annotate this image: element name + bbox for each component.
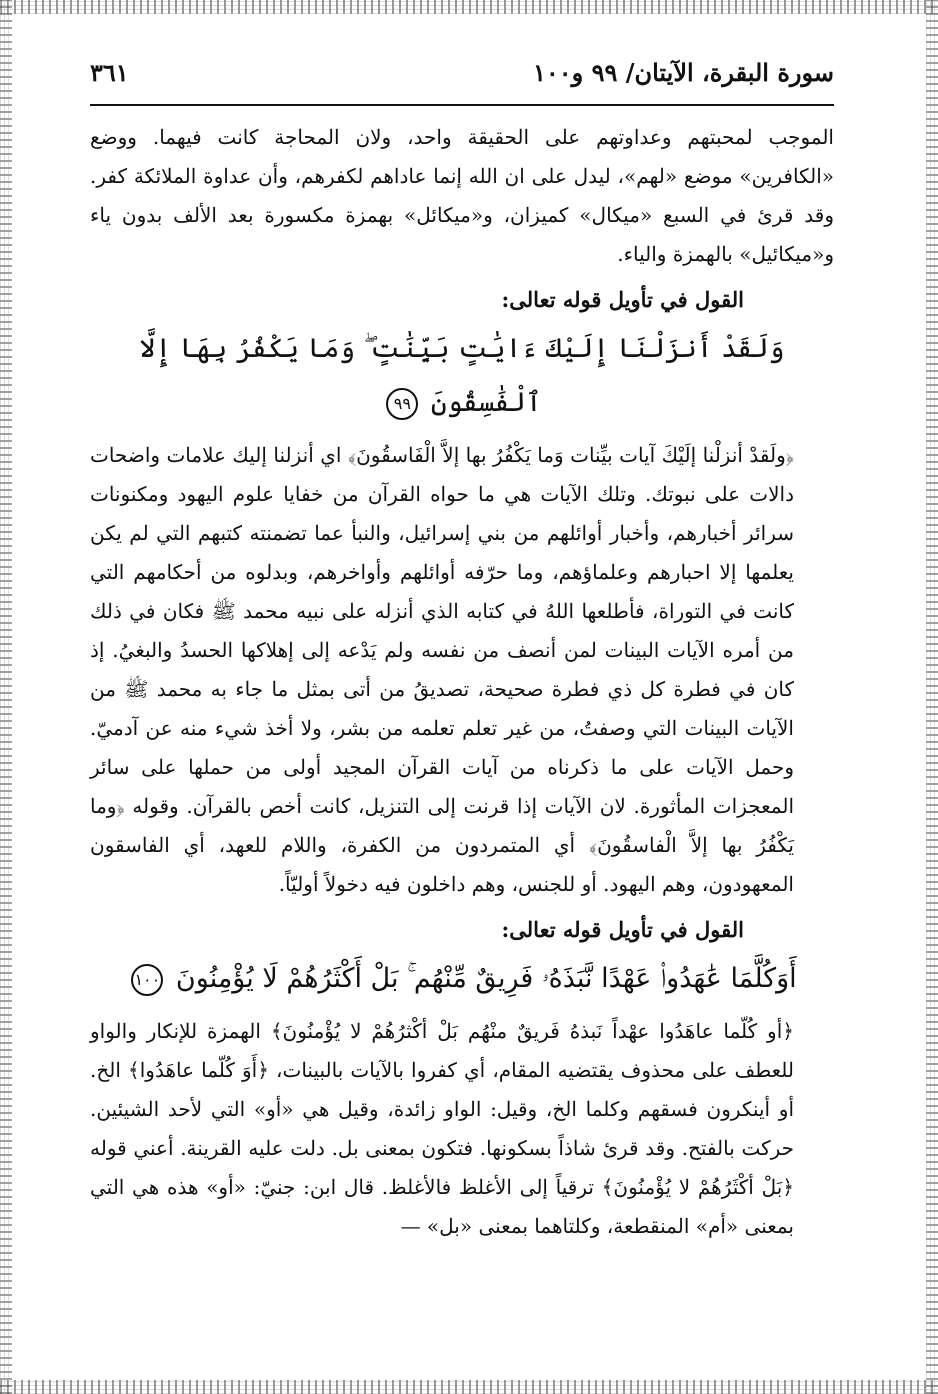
- quran-verse-100: [90, 952, 834, 1006]
- quran-verse-99: [90, 322, 834, 430]
- decorative-border-top: [0, 0, 938, 14]
- decorative-border-right: [926, 0, 938, 1394]
- verse-text: وَلَقَدْ أَنزَلْنَا إِلَيْكَ ءَايَٰتٍ بَيِّنَٰتٍ ۖ وَمَا يَكْفُرُ بِهَا إِلَّا ٱلْفَٰسِقُونَ: [139, 333, 785, 418]
- paragraph-3: ﴿أو كُلّما عاهَدُوا عهْداً نَبذهُ فَريقٌ منْهُم بَلْ أكْثرُهُمْ لا يُؤْمنُونَ﴾ الهمزة للإنكار والواو للعطف على محذوف يقتضيه المقام، أي كفروا بالآيات بالبينات، ﴿أَوَ كُلّما عاهَدُوا﴾ الخ. أو أينكرون فسقهم وكلما الخ، وقيل: الواو زائدة، وقيل هي «أو» التي لأحد الشيئين. حركت بالفتح. وقد قرئ شاذاً بسكونها. فتكون بمعنى بل. دلت عليه القرينة. أعني قوله ﴿بَلْ أكْثَرُهُمْ لا يُؤْمنُونَ﴾ ترقياً إلى الأغلظ فالأغلظ. قال ابن: جنيّ: «أو» هذه هي التي بمعنى «أم» المنقطعة، وكلتاهما بمعنى «بل» —: [90, 1019, 795, 1238]
- verse-text: أَوَكُلَّمَا عَٰهَدُوا۟ عَهْدًا نَّبَذَهُۥ فَرِيقٌ مِّنْهُم ۚ بَلْ أَكْثَرُهُمْ لَا يُؤْمِنُونَ: [175, 963, 797, 994]
- section-heading-2: القول في تأويل قوله تعالى:: [501, 917, 744, 942]
- section-heading-1: القول في تأويل قوله تعالى:: [501, 287, 744, 312]
- ayah-number-badge: ٩٩: [386, 388, 418, 420]
- book-page: [90, 58, 834, 1358]
- paragraph-2: ﴿ولَقدْ أنزلْنا إلَيْكَ آيات بيِّنات وَما يَكْفُرُ بها إلاَّ الْفَاسقُونَ﴾ اي أنزلنا إليك علامات واضحات دالات على نبوتك. وتلك الآيات هي ما حواه القرآن من خفايا علوم اليهود ومكنونات سرائر أخبارهم، وأخبار أوائلهم من بني إسرائيل، والنبأ عما تضمنته كتبهم التي لم يكن يعلمها إلا احبارهم وعلماؤهم، وما حرّفه أوائلهم وأواخرهم، وبدلوه من أحكامهم التي كانت في التوراة، فأطلعها اللهُ في كتابه الذي أنزله على نبيه محمد ﷺ فكان في ذلك من أمره الآيات البينات لمن أنصف من نفسه ولم يَدْعه إلى إهلاكها الحسدُ والبغيُ. إذ كان في فطرة كل ذي فطرة صحيحة، تصديقُ من أتى بمثل ما جاء به محمد ﷺ من الآيات البينات التي وصفتُ، من غير تعلم تعلمه من بشر، ولا أخذ شيء منه عن آدميّ. وحمل الآيات على ما ذكرناه من آيات القرآن المجيد أولى من حملها على سائر المعجزات المأثورة. لان الآيات إذا قرنت إلى التنزيل، كانت أخص بالقرآن. وقوله ﴿وما يَكْفُرُ بها إلاَّ الْفاسقُونَ﴾ أي المتمردون من الكفرة، واللام للعهد، أي الفاسقون المعهودون، وهم اليهود. أو للجنس، وهم داخلون فيه دخولاً أوليّاً.: [90, 443, 794, 896]
- decorative-border-left: [0, 0, 12, 1394]
- running-header: [90, 58, 834, 106]
- paragraph-1: الموجب لمحبتهم وعداوتهم على الحقيقة واحد، ولان المحاجة كانت فيهما. ووضع «الكافرين» موضع «لهم»، ليدل على ان الله إنما عاداهم لكفرهم، وأن عداوة الملائكة كفر. وقد قرئ في السبع «ميكال» كميزان، و«ميكائل» بهمزة مكسورة بعد الألف بدون ياء و«ميكائيل» بالهمزة والياء.: [90, 125, 834, 266]
- running-title: سورة البقرة، الآيتان/ ٩٩ و١٠٠: [532, 58, 834, 87]
- page-number: ٣٦١: [90, 58, 129, 87]
- decorative-border-bottom: [0, 1380, 938, 1394]
- ayah-number-badge: ١٠٠: [131, 964, 163, 996]
